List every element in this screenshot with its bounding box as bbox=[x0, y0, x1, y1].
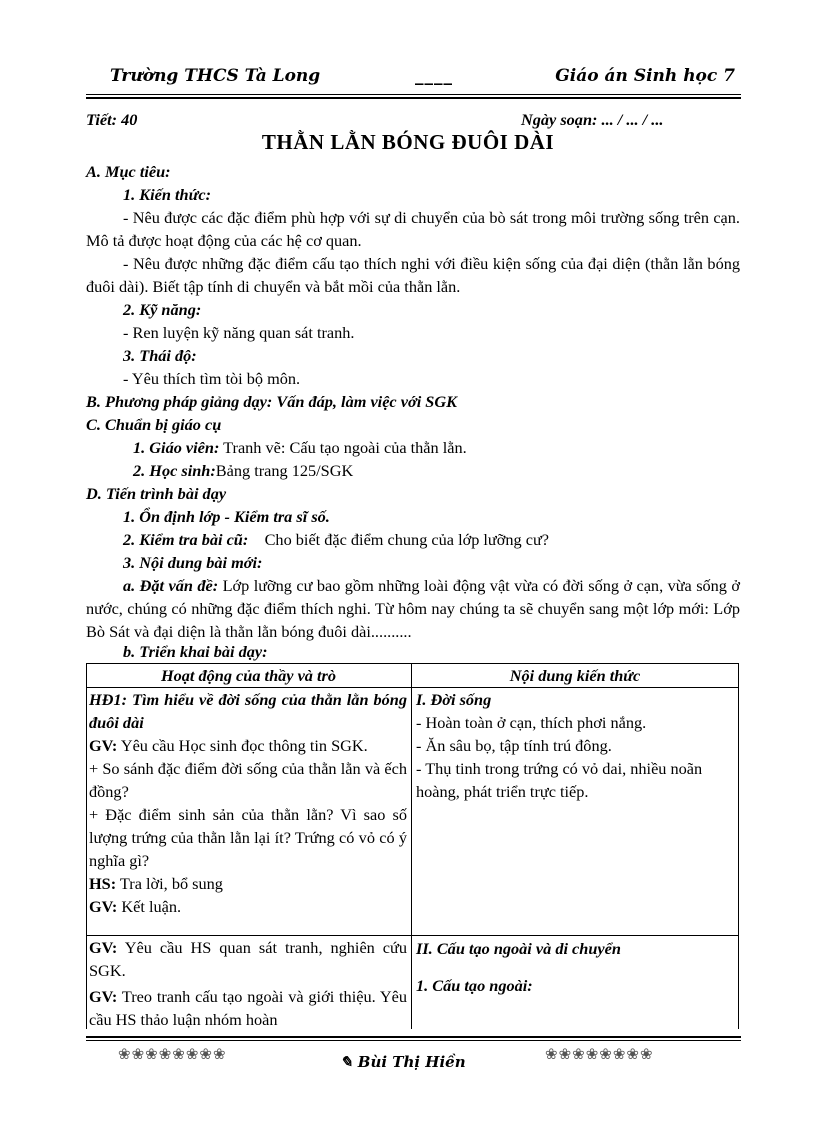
activity-gv-4 bbox=[89, 985, 407, 1031]
prep-student bbox=[133, 459, 353, 482]
row1-content bbox=[416, 688, 734, 803]
section-a2-heading: 2. Kỹ năng: bbox=[123, 300, 202, 319]
section-d1-heading: 1. Ổn định lớp - Kiểm tra sĩ số. bbox=[123, 507, 330, 526]
page-title: THẰN LẰN BÓNG ĐUÔI DÀI bbox=[261, 130, 555, 154]
prep-teacher-label: 1. Giáo viên: bbox=[133, 438, 220, 457]
footer-rule-top bbox=[86, 1036, 741, 1038]
section-a1-heading: 1. Kiến thức: bbox=[123, 185, 211, 204]
review-label: 2. Kiểm tra bài cũ: bbox=[123, 530, 249, 549]
activity-question-1: + So sánh đặc điểm đời sống của thằn lằn và ếch đồng? bbox=[89, 759, 407, 801]
prep-teacher bbox=[133, 436, 467, 459]
prep-teacher-text: Tranh vẽ: Cấu tạo ngoài của thằn lằn. bbox=[219, 438, 467, 457]
gv-label: GV: bbox=[89, 938, 118, 957]
hs-text: Tra lời, bổ sung bbox=[116, 874, 223, 893]
prep-student-text: Bảng trang 125/SGK bbox=[215, 461, 354, 480]
gv-text: Yêu cầu HS quan sát tranh, nghiên cứu SGK. bbox=[89, 938, 407, 980]
section-d-heading: D. Tiến trình bài dạy bbox=[86, 484, 227, 503]
header-divider: ____ bbox=[415, 66, 453, 86]
gv-text: Kết luận. bbox=[117, 897, 182, 916]
col-header-activities: Hoạt động của thầy và trò bbox=[160, 666, 337, 685]
activity-gv-3 bbox=[89, 936, 407, 982]
content-heading-life: I. Đời sống bbox=[416, 690, 492, 709]
col-header-content: Nội dung kiến thức bbox=[509, 666, 641, 685]
section-b-heading: B. Phương pháp giảng dạy: Vấn đáp, làm việc với SGK bbox=[86, 392, 457, 411]
gv-label: GV: bbox=[89, 987, 118, 1006]
row2-activities bbox=[89, 936, 407, 1031]
gv-text: Yêu cầu Học sinh đọc thông tin SGK. bbox=[117, 736, 368, 755]
content-heading-structure: II. Cấu tạo ngoài và di chuyển bbox=[416, 939, 621, 958]
lesson-number: Tiết: 40 bbox=[86, 110, 138, 129]
table-border-left bbox=[86, 663, 87, 1029]
content-subheading-external: 1. Cấu tạo ngoài: bbox=[416, 976, 533, 995]
introduction-label: a. Đặt vấn đề: bbox=[123, 576, 219, 595]
header-rule-top bbox=[86, 94, 741, 95]
activity-gv-2 bbox=[89, 895, 407, 918]
content-item: - Ăn sâu bọ, tập tính trú đông. bbox=[416, 736, 612, 755]
table-column-rule bbox=[411, 663, 412, 1029]
content-item: - Thụ tinh trong trứng có vỏ dai, nhiều noãn hoàng, phát triển trực tiếp. bbox=[416, 759, 703, 801]
footer-rule-bottom bbox=[86, 1040, 741, 1041]
section-d3-heading: 3. Nội dung bài mới: bbox=[123, 553, 263, 572]
objective-attitude: - Yêu thích tìm tòi bộ môn. bbox=[123, 369, 301, 388]
gv-label: GV: bbox=[89, 897, 118, 916]
author-signature: ✎ Bùi Thị Hiền bbox=[340, 1053, 466, 1071]
school-name: Trường THCS Tà Long bbox=[110, 66, 321, 86]
flower-ornament-right: ❀❀❀❀❀❀❀❀ bbox=[545, 1047, 654, 1063]
gv-label: GV: bbox=[89, 736, 118, 755]
hs-label: HS: bbox=[89, 874, 117, 893]
objective-knowledge-2: - Nêu được những đặc điểm cấu tạo thích nghi với điều kiện sống của đại diện (thằn lằn bóng đuôi dài). Biết tập tính di chuyển và bắt mồi của thằn lằn. bbox=[86, 254, 740, 296]
row1-activities bbox=[89, 688, 407, 918]
gv-text: Treo tranh cấu tạo ngoài và giới thiệu. Yêu cầu HS thảo luận nhóm hoàn bbox=[89, 987, 407, 1029]
activity-hs bbox=[89, 872, 407, 895]
header-rule-bottom bbox=[86, 97, 741, 99]
prep-student-label: 2. Học sinh: bbox=[133, 461, 216, 480]
activity-title: HĐ1: Tìm hiểu về đời sống của thằn lằn bóng đuôi dài bbox=[89, 690, 407, 732]
section-a-heading: A. Mục tiêu: bbox=[86, 162, 171, 181]
objective-skill: - Ren luyện kỹ năng quan sát tranh. bbox=[123, 323, 355, 342]
introduction-text: Lớp lưỡng cư bao gồm những loài động vật vừa có đời sống ở cạn, vừa sống ở nước, chúng có những đặc điểm thích nghi. Từ hôm nay chúng ta sẽ chuyển sang một lớp mới: Lớp Bò Sát và đại diện là thằn lằn bóng đuôi dài.......... bbox=[86, 576, 740, 641]
subject-name: Giáo án Sinh học 7 bbox=[555, 66, 735, 86]
table-border-right bbox=[738, 663, 739, 1029]
row2-content bbox=[416, 936, 734, 997]
prep-date: Ngày soạn: ... / ... / ... bbox=[521, 110, 664, 129]
flower-ornament-left: ❀❀❀❀❀❀❀❀ bbox=[118, 1047, 227, 1063]
section-c-heading: C. Chuẩn bị giáo cụ bbox=[86, 415, 222, 434]
lesson-table bbox=[86, 663, 739, 1029]
activity-gv-1 bbox=[89, 734, 407, 757]
activity-question-2: + Đặc điểm sinh sản của thằn lằn? Vì sao số lượng trứng của thằn lằn lại ít? Trứng có vỏ có ý nghĩa gì? bbox=[89, 805, 407, 870]
review-question bbox=[123, 528, 549, 551]
content-item: - Hoàn toàn ở cạn, thích phơi nắng. bbox=[416, 713, 647, 732]
objective-knowledge-1: - Nêu được các đặc điểm phù hợp với sự di chuyển của bò sát trong môi trường sống trên cạn. Mô tả được hoạt động của các hệ cơ quan. bbox=[86, 208, 740, 250]
section-d3b-heading: b. Triển khai bài dạy: bbox=[123, 642, 268, 661]
review-text: Cho biết đặc điểm chung của lớp lưỡng cư? bbox=[264, 530, 549, 549]
page-header bbox=[110, 62, 735, 92]
section-a3-heading: 3. Thái độ: bbox=[123, 346, 197, 365]
introduction-paragraph bbox=[86, 574, 740, 643]
